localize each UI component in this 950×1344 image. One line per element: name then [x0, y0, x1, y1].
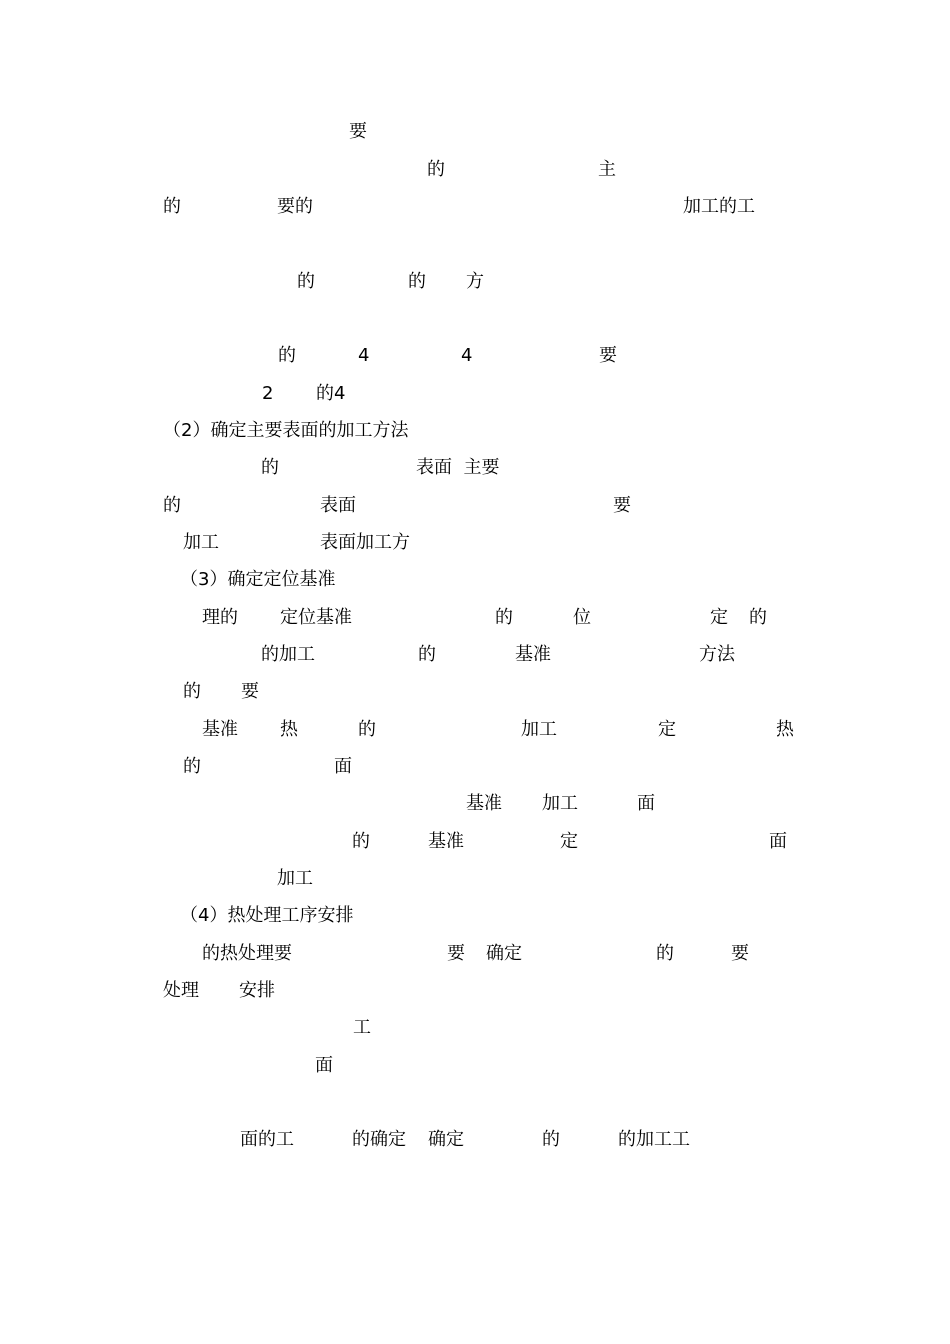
text-fragment: 定	[658, 719, 676, 740]
text-fragment: 理的	[202, 607, 238, 628]
text-fragment: 要	[613, 495, 631, 516]
text-fragment: 的	[163, 495, 181, 516]
text-fragment: 确定	[428, 1129, 464, 1150]
text-fragment: 的4	[316, 383, 346, 404]
text-fragment: 定	[710, 607, 728, 628]
text-fragment: 方	[466, 271, 484, 292]
text-fragment: 要	[731, 943, 749, 964]
text-fragment: 面	[315, 1055, 333, 1076]
text-fragment: 的	[163, 196, 181, 217]
text-fragment: 基准	[202, 719, 238, 740]
text-fragment: 加工	[277, 868, 313, 889]
text-fragment: 的	[352, 831, 370, 852]
text-fragment: 的	[542, 1129, 560, 1150]
text-fragment: 4	[358, 345, 370, 366]
text-fragment: 4	[461, 345, 473, 366]
text-fragment: 的	[183, 756, 201, 777]
text-fragment: 的	[278, 345, 296, 366]
text-fragment: 的	[358, 719, 376, 740]
text-fragment: 的加工工	[618, 1129, 690, 1150]
text-fragment: 面	[769, 831, 787, 852]
text-fragment: 位	[573, 607, 591, 628]
text-fragment: 要	[447, 943, 465, 964]
text-fragment: 的	[297, 271, 315, 292]
text-fragment: 2	[262, 383, 274, 404]
text-fragment: 的确定	[352, 1129, 406, 1150]
text-fragment: 的加工	[261, 644, 315, 665]
text-fragment: 的	[656, 943, 674, 964]
text-fragment: 确定	[486, 943, 522, 964]
text-fragment: 热	[280, 719, 298, 740]
text-fragment: 要	[349, 121, 367, 142]
text-fragment: 的	[495, 607, 513, 628]
text-fragment: 基准	[466, 793, 502, 814]
section-heading: （4）热处理工序安排	[180, 905, 354, 926]
text-fragment: 加工	[183, 532, 219, 553]
text-fragment: 基准	[428, 831, 464, 852]
text-fragment: 主	[598, 159, 616, 180]
text-fragment: 要	[599, 345, 617, 366]
text-fragment: 要	[241, 681, 259, 702]
text-fragment: 安排	[239, 980, 275, 1001]
text-fragment: 表面	[320, 495, 356, 516]
text-fragment: 的热处理要	[202, 943, 292, 964]
text-fragment: 面的工	[240, 1129, 294, 1150]
text-fragment: 表面加工方	[320, 532, 410, 553]
text-fragment: 的	[418, 644, 436, 665]
text-fragment: 的	[183, 681, 201, 702]
text-fragment: 定	[560, 831, 578, 852]
section-heading: （2）确定主要表面的加工方法	[163, 420, 409, 441]
text-fragment: 的	[408, 271, 426, 292]
text-fragment: 面	[637, 793, 655, 814]
text-fragment: 要的	[277, 196, 313, 217]
text-fragment: 方法	[699, 644, 735, 665]
text-fragment: 的	[749, 607, 767, 628]
text-fragment: 面	[334, 756, 352, 777]
text-fragment: 加工	[521, 719, 557, 740]
text-fragment: 处理	[163, 980, 199, 1001]
text-fragment: 的	[261, 457, 279, 478]
section-heading: （3）确定定位基准	[180, 569, 336, 590]
text-fragment: 的	[427, 159, 445, 180]
text-fragment: 表面 主要	[416, 457, 500, 478]
text-fragment: 定位基准	[280, 607, 352, 628]
text-fragment: 加工的工	[683, 196, 755, 217]
text-fragment: 工	[353, 1017, 371, 1038]
text-fragment: 热	[776, 719, 794, 740]
text-fragment: 加工	[542, 793, 578, 814]
text-fragment: 基准	[515, 644, 551, 665]
